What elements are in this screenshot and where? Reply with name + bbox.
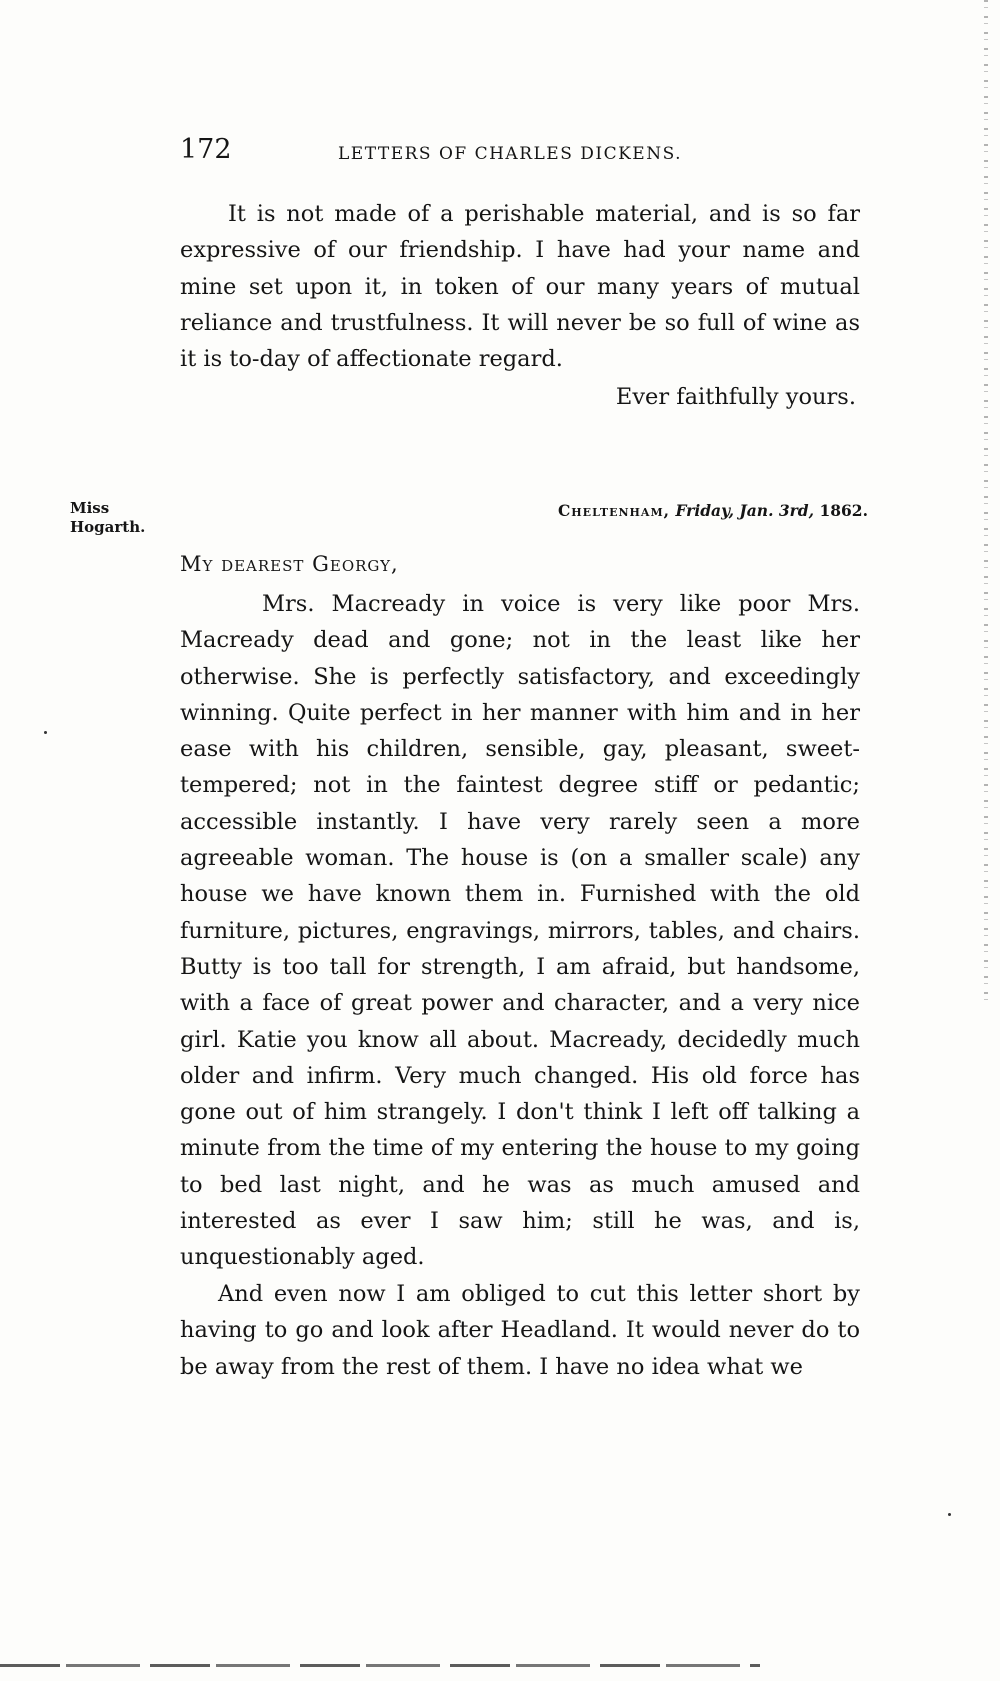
dateline-year: 1862. [819,501,868,520]
letter-closing [180,384,860,410]
scan-speck [948,1513,951,1516]
dateline-place: Cheltenham, [557,501,671,520]
dateline [180,501,868,520]
running-head [180,134,860,174]
closing-text: Ever faithfully yours. [615,384,856,410]
book-title: LETTERS OF CHARLES DICKENS. [338,144,683,164]
dateline-day: Friday, Jan. 3rd, [675,501,815,520]
salutation: My dearest Georgy, [180,552,399,576]
scan-speck [44,731,47,734]
recipient-name: Hogarth. [70,518,146,536]
page-number: 172 [180,134,232,165]
scan-edge-bottom [0,1664,760,1667]
letter-paragraph: And even now I am obliged to cut this letter short by having to go and look after Headland. It would never do to be away from the rest of them. I have no idea what we [180,1281,860,1380]
recipient-sidenote [70,499,145,537]
recipient-title: Miss [70,499,110,517]
previous-letter-paragraph: It is not made of a perishable material, and is so far expressive of our friendship. I have had your name and mine set upon it, in token of our many years of mutual reliance and trustfulness. It will never be so full of wine as it is to-day of affectionate regard. [180,201,860,373]
letter-paragraph: Mrs. Macready in voice is very like poor Mrs. Macready dead and gone; not in the least like her otherwise. She is perfectly satisfactory, and exceedingly winning. Quite perfect in her manner with him and in her ease with his children, sensible, gay, pleasant, sweet-tempered; not in the faintest degree stiff or pedantic; accessible instantly. I have very rarely seen a more agreeable woman. The house is (on a smaller scale) any house we have known them in. Furnished with the old furniture, pictures, engravings, mirrors, tables, and chairs. Butty is too tall for strength, I am afraid, but handsome, with a face of great power and character, and a very nice girl. Katie you know all about. Macready, decidedly much older and infirm. Very much changed. His old force has gone out of him strangely. I don't think I left off talking a minute from the time of my entering the house to my going to bed last night, and he was as much amused and interested as ever I saw him; still he was, and is, unquestionably aged. [180,591,860,1271]
scan-edge-right [984,0,988,1000]
